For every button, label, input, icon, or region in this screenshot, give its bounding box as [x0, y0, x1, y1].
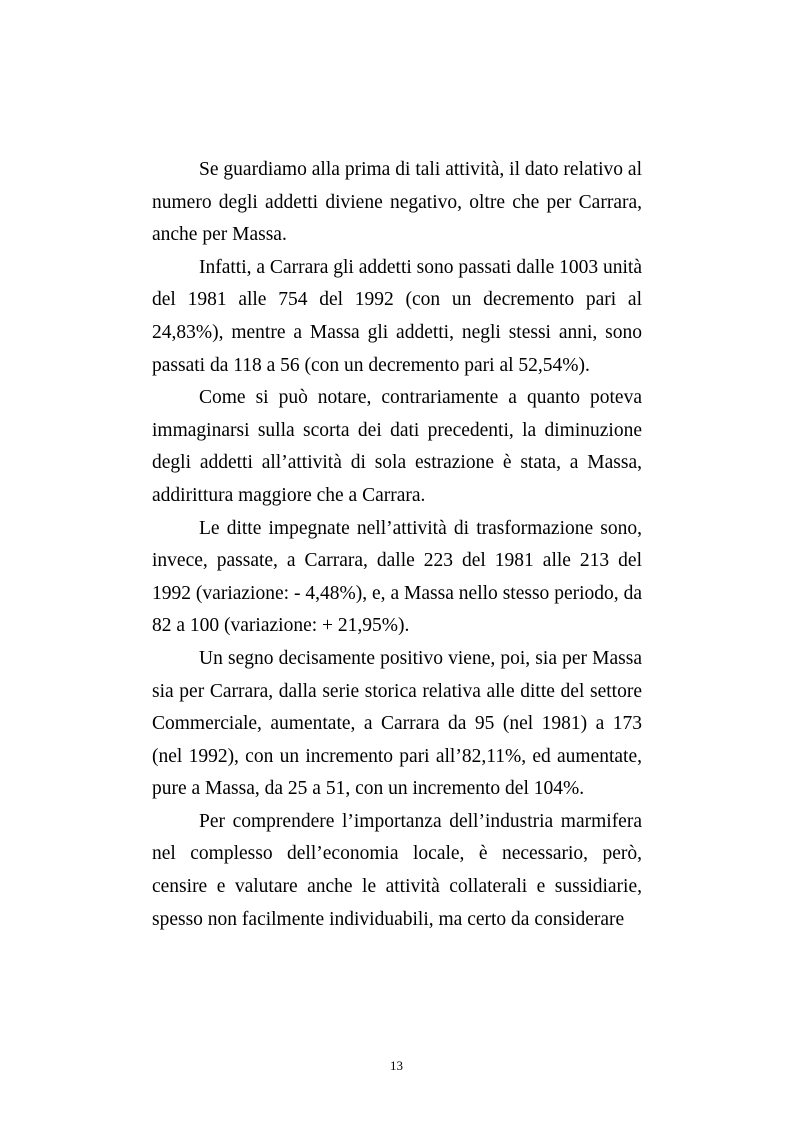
paragraph-5: Un segno decisamente positivo viene, poi, sia per Massa sia per Carrara, dalla serie storica relativa alle ditte del settore Commerciale, aumentate, a Carrara da 95 (nel 1981) a 173 (nel 1992), con un incremento pari all’82,11%, ed aumentate, pure a Massa, da 25 a 51, con un incremento del 104%.: [152, 647, 642, 800]
page-body: [152, 154, 642, 936]
paragraph-3: Come si può notare, contrariamente a quanto poteva immaginarsi sulla scorta dei dati precedenti, la diminuzione degli addetti all’attività di sola estrazione è stata, a Massa, addirittura maggiore che a Carrara.: [152, 387, 642, 506]
paragraph-1: Se guardiamo alla prima di tali attività, il dato relativo al numero degli addetti diviene negativo, oltre che per Carrara, anche per Massa.: [152, 159, 642, 246]
paragraph-2: Infatti, a Carrara gli addetti sono passati dalle 1003 unità del 1981 alle 754 del 1992 (con un decremento pari al 24,83%), mentre a Massa gli addetti, negli stessi anni, sono passati da 118 a 56 (con un decremento pari al 52,54%).: [152, 256, 642, 376]
paragraph-4: Le ditte impegnate nell’attività di trasformazione sono, invece, passate, a Carrara, dalle 223 del 1981 alle 213 del 1992 (variazione: - 4,48%), e, a Massa nello stesso periodo, da 82 a 100 (variazione: + 21,95%).: [152, 517, 642, 637]
paragraph-6: Per comprendere l’importanza dell’industria marmifera nel complesso dell’economia locale, è necessario, però, censire e valutare anche le attività collaterali e sussidiarie, spesso non facilmente individuabili, ma certo da considerare: [152, 810, 642, 930]
page-number: 13: [390, 1058, 403, 1073]
